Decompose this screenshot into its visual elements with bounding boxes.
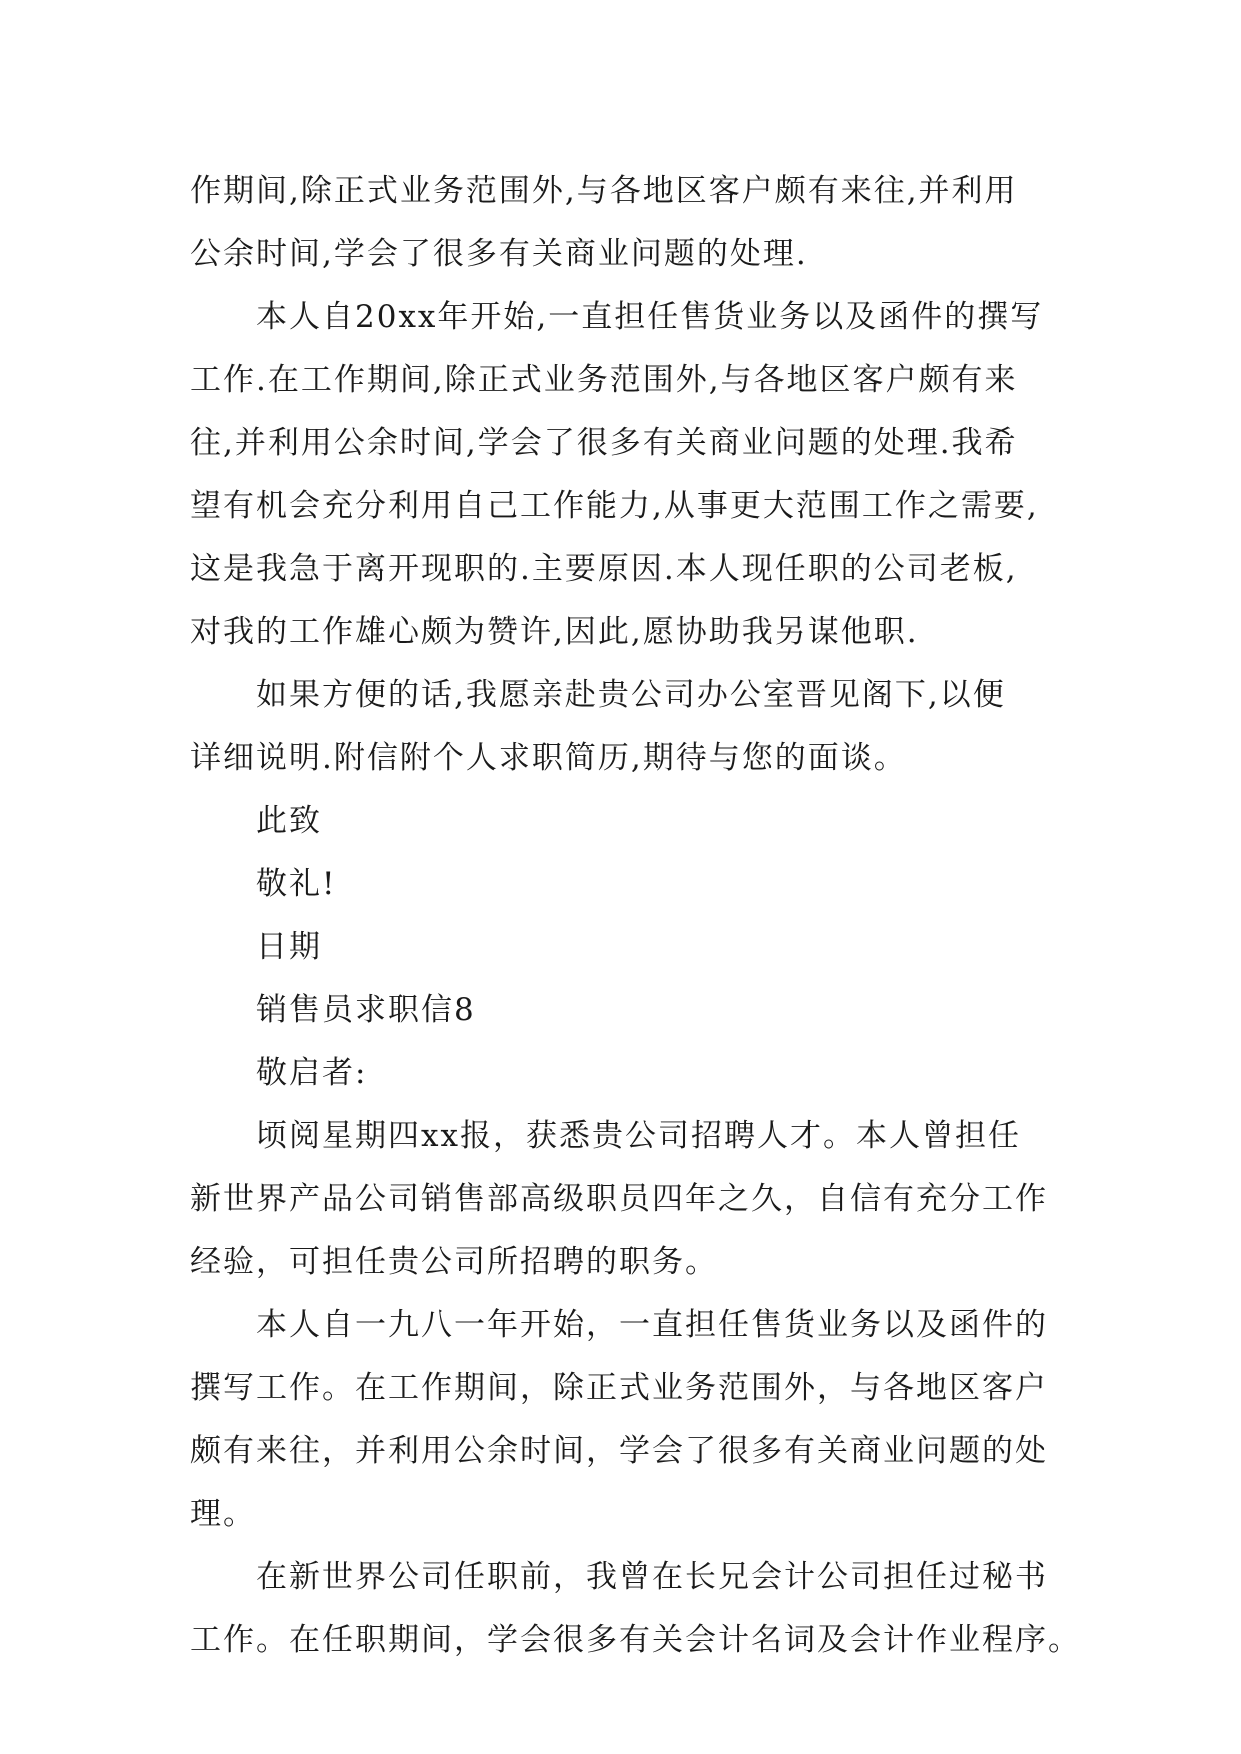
closing-line: 此致 — [256, 803, 322, 839]
text-line: 往,并利用公余时间,学会了很多有关商业问题的处理.我希 — [190, 425, 1018, 461]
text-line: 工作。在任职期间，学会很多有关会计名词及会计作业程序。 — [190, 1622, 1081, 1658]
text-line: 在新世界公司任职前，我曾在长兄会计公司担任过秘书 — [256, 1559, 1048, 1595]
text-line: 本人自20xx年开始,一直担任售货业务以及函件的撰写 — [256, 299, 1044, 335]
text-line: 新世界产品公司销售部高级职员四年之久，自信有充分工作 — [190, 1181, 1048, 1217]
text-line: 颇有来往，并利用公余时间，学会了很多有关商业问题的处 — [190, 1433, 1048, 1469]
text-line: 工作.在工作期间,除正式业务范围外,与各地区客户颇有来 — [190, 362, 1018, 398]
text-line: 作期间,除正式业务范围外,与各地区客户颇有来往,并利用 — [190, 173, 1018, 209]
text-line: 详细说明.附信附个人求职简历,期待与您的面谈。 — [190, 740, 907, 776]
text-line: 望有机会充分利用自己工作能力,从事更大范围工作之需要, — [190, 488, 1039, 524]
section-title: 销售员求职信8 — [256, 992, 476, 1028]
text-line: 理。 — [190, 1496, 256, 1532]
text-line: 顷阅星期四xx报，获悉贵公司招聘人才。本人曾担任 — [256, 1118, 1021, 1154]
text-line: 撰写工作。在工作期间，除正式业务范围外，与各地区客户 — [190, 1370, 1048, 1406]
text-line: 对我的工作雄心颇为赞许,因此,愿协助我另谋他职. — [190, 614, 919, 650]
text-line: 经验，可担任贵公司所招聘的职务。 — [190, 1244, 718, 1280]
text-line: 公余时间,学会了很多有关商业问题的处理. — [190, 236, 808, 272]
greeting-line: 敬启者: — [256, 1055, 368, 1091]
text-line: 本人自一九八一年开始，一直担任售货业务以及函件的 — [256, 1307, 1048, 1343]
text-line: 如果方便的话,我愿亲赴贵公司办公室晋见阁下,以便 — [256, 677, 1006, 713]
salutation-line: 敬礼! — [256, 866, 337, 902]
date-line: 日期 — [256, 929, 322, 965]
letter-body — [190, 160, 1081, 1672]
text-line: 这是我急于离开现职的.主要原因.本人现任职的公司老板, — [190, 551, 1018, 587]
